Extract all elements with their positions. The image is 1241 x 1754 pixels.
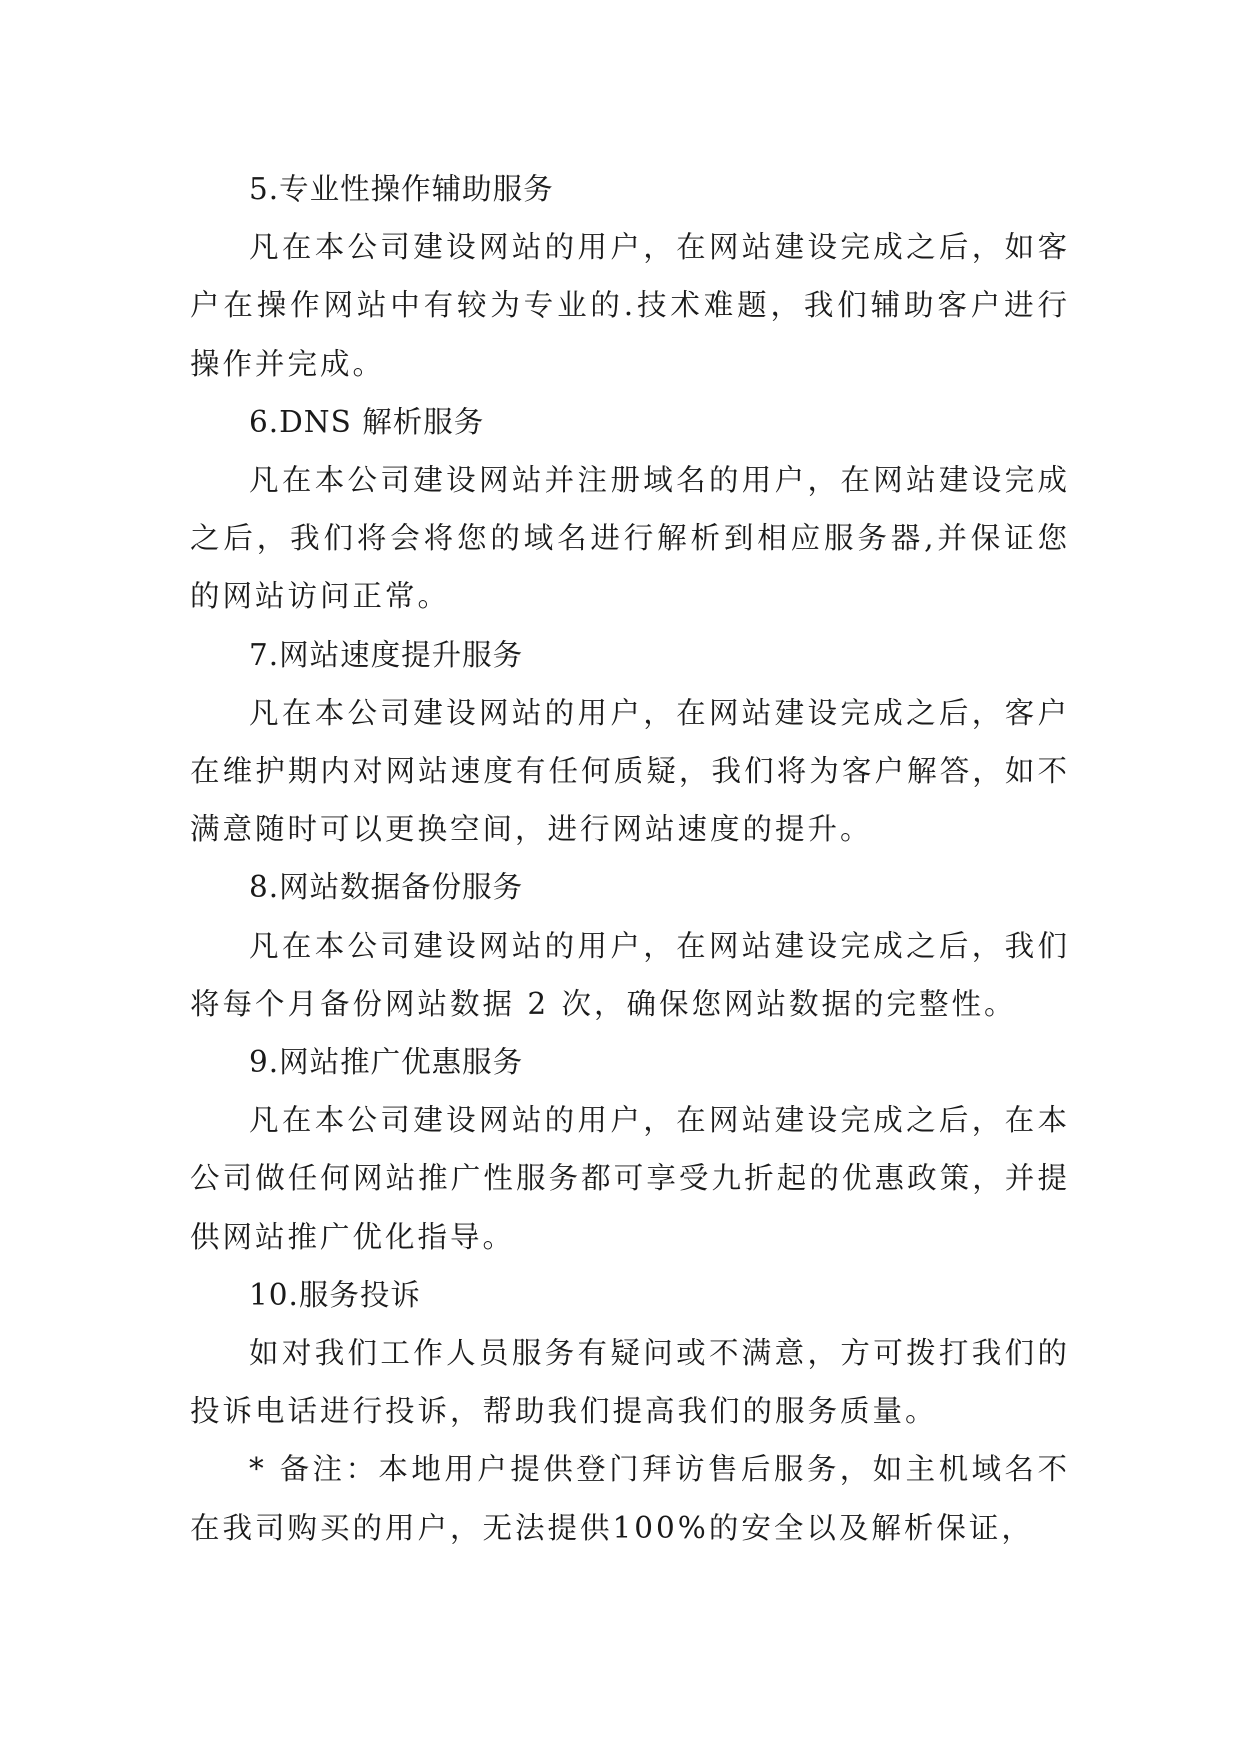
section-body: 凡在本公司建设网站并注册域名的用户，在网站建设完成之后，我们将会将您的域名进行解析到相应服务器,并保证您的网站访问正常。 — [190, 463, 1070, 614]
section-heading: 6.DNS 解析服务 — [249, 404, 485, 439]
section-heading: 5.专业性操作辅助服务 — [249, 172, 554, 206]
section-heading: 8.网站数据备份服务 — [249, 870, 524, 905]
section-body: 凡在本公司建设网站的用户，在网站建设完成之后，在本公司做任何网站推广性服务都可享受九折起的优惠政策，并提供网站推广优化指导。 — [190, 1103, 1070, 1254]
section-body: 凡在本公司建设网站的用户，在网站建设完成之后，客户在维护期内对网站速度有任何质疑，我们将为客户解答，如不满意随时可以更换空间，进行网站速度的提升。 — [190, 695, 1070, 847]
section-heading: 10.服务投诉 — [249, 1277, 421, 1312]
document-page — [190, 160, 1070, 1557]
section-heading: 7.网站速度提升服务 — [249, 637, 524, 672]
section-body: 如对我们工作人员服务有疑问或不满意，方可拨打我们的投诉电话进行投诉，帮助我们提高我们的服务质量。 — [190, 1336, 1070, 1429]
note-paragraph: * 备注：本地用户提供登门拜访售后服务，如主机域名不在我司购买的用户，无法提供100%的安全以及解析保证， — [190, 1452, 1070, 1545]
section-body: 凡在本公司建设网站的用户，在网站建设完成之后，如客户在操作网站中有较为专业的.技术难题，我们辅助客户进行操作并完成。 — [190, 230, 1070, 381]
section-heading: 9.网站推广优惠服务 — [249, 1045, 524, 1080]
section-body: 凡在本公司建设网站的用户，在网站建设完成之后，我们将每个月备份网站数据 2 次，确保您网站数据的完整性。 — [190, 928, 1070, 1021]
